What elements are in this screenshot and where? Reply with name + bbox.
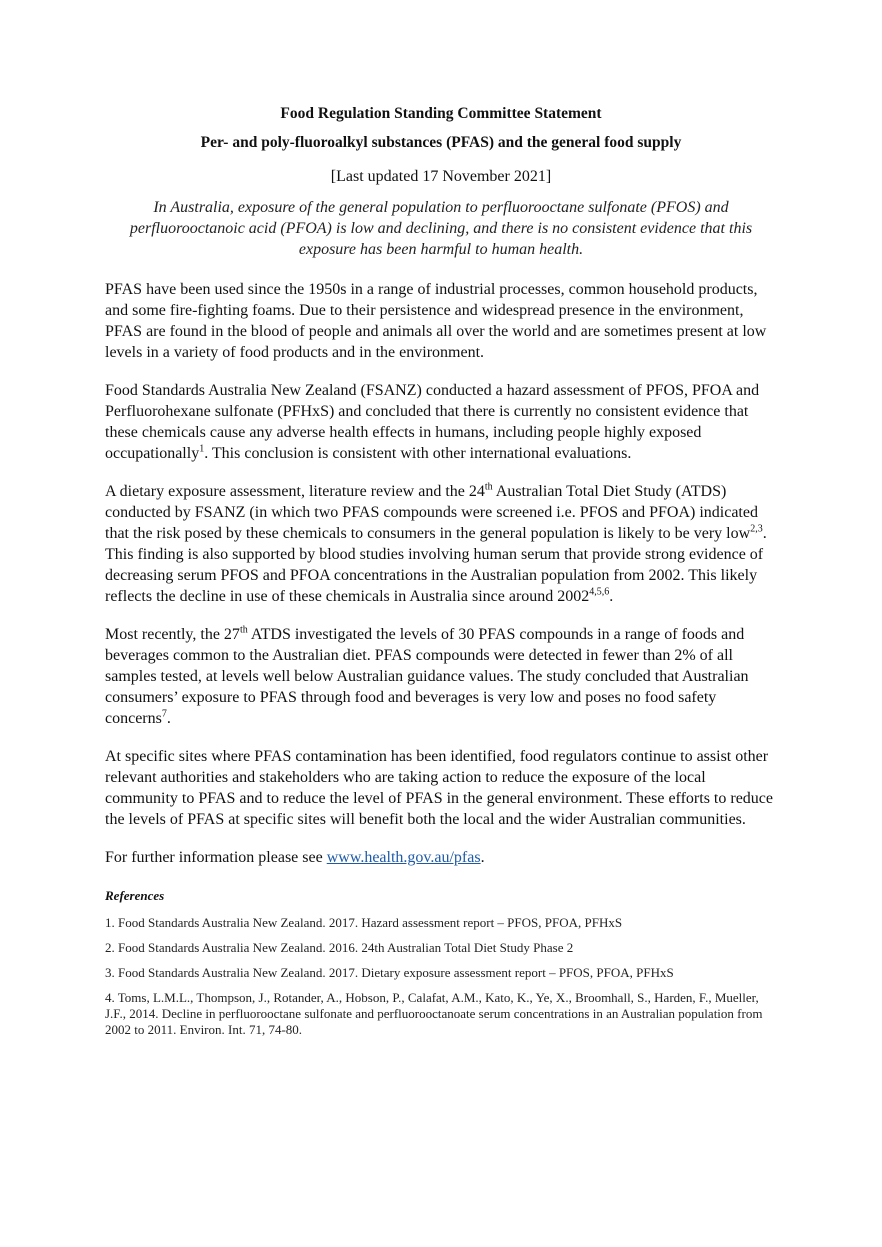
reference-item: 4. Toms, L.M.L., Thompson, J., Rotander, A., Hobson, P., Calafat, A.M., Kato, K., Ye, X., Broomhall, S., Harden, F., Mueller, J.F., 2014. Decline in perfluorooctane sulfonate and perfluorooctanoate serum concentrations in an Australian population from 2002 to 2011. Environ. Int. 71, 74-80. [105, 990, 763, 1037]
paragraph-text: . This conclusion is consistent with other international evaluations. [204, 445, 632, 462]
citation-superscript: 4,5,6 [589, 586, 610, 598]
citation-superscript: 7 [161, 708, 167, 720]
health-pfas-link[interactable]: www.health.gov.au/pfas [326, 849, 481, 866]
reference-item: 1. Food Standards Australia New Zealand. 2017. Hazard assessment report – PFOS, PFOA, PFHxS [105, 915, 623, 930]
paragraph-text: ATDS investigated the levels of 30 PFAS compounds in a range of foods and beverages common to the Australian diet. PFAS compounds were detected in fewer than 2% of all samples tested, at levels well below Australian guidance values. The study concluded that Australian consumers’ exposure to PFAS through food and beverages is very low and poses no food safety concerns [105, 626, 749, 727]
paragraph-text: Most recently, the 27 [105, 626, 240, 643]
paragraph-text: A dietary exposure assessment, literature review and the 24 [105, 483, 485, 500]
paragraph-text: For further information please see [105, 849, 327, 866]
last-updated-date: [Last updated 17 November 2021] [330, 168, 552, 185]
citation-superscript: 1 [199, 443, 205, 455]
paragraph-hazard-assessment [105, 380, 777, 464]
paragraph-contaminated-sites: At specific sites where PFAS contamination has been identified, food regulators continue to assist other relevant authorities and stakeholders who are taking action to reduce the exposure of the local community to PFAS and to reduce the level of PFAS in the general environment. These efforts to reduce the levels of PFAS at specific sites will benefit both the local and the wider Australian communities. [105, 748, 773, 828]
document-subtitle: Per- and poly-fluoroalkyl substances (PFAS) and the general food supply [200, 134, 682, 151]
citation-superscript: 2,3 [750, 523, 763, 535]
paragraph-text: . [609, 588, 614, 605]
paragraph-27th-atds [105, 624, 777, 729]
paragraph-pfas-background: PFAS have been used since the 1950s in a range of industrial processes, common household products, and some fire-fighting foams. Due to their persistence and widespread presence in the environment, PFAS are found in the blood of people and animals all over the world and are sometimes present at low levels in a variety of food products and in the environment. [105, 281, 767, 361]
summary-statement: In Australia, exposure of the general population to perfluorooctane sulfonate (PFOS) and perfluorooctanoic acid (PFOA) is low and declining, and there is no consistent evidence that this exposure has been harmful to human health. [129, 199, 753, 258]
document-page [105, 104, 777, 1038]
references-heading: References [105, 888, 165, 903]
document-title: Food Regulation Standing Committee Statement [280, 105, 602, 122]
paragraph-text: Food Standards Australia New Zealand (FSANZ) conducted a hazard assessment of PFOS, PFOA and Perfluorohexane sulfonate (PFHxS) and concluded that there is currently no consistent evidence that these chemicals cause any adverse health effects in humans, including people highly exposed occupationally [105, 382, 760, 462]
paragraph-dietary-exposure [105, 481, 777, 607]
paragraph-further-information [105, 847, 777, 868]
ordinal-superscript: th [484, 481, 493, 493]
paragraph-text: . [166, 710, 171, 727]
paragraph-text: . [480, 849, 485, 866]
paragraph-text: . This finding is also supported by blood studies involving human serum that provide strong evidence of decreasing serum PFOS and PFOA concentrations in the Australian population from 2002. This likely reflects the decline in use of these chemicals in Australia since around 2002 [105, 525, 767, 605]
ordinal-superscript: th [239, 624, 248, 636]
paragraph-text: Australian Total Diet Study (ATDS) conducted by FSANZ (in which two PFAS compounds were screened i.e. PFOS and PFOA) indicated that the risk posed by these chemicals to consumers in the general population is likely to be very low [105, 483, 758, 542]
reference-item: 2. Food Standards Australia New Zealand. 2016. 24th Australian Total Diet Study Phase 2 [105, 940, 574, 955]
reference-item: 3. Food Standards Australia New Zealand. 2017. Dietary exposure assessment report – PFOS, PFOA, PFHxS [105, 965, 674, 980]
